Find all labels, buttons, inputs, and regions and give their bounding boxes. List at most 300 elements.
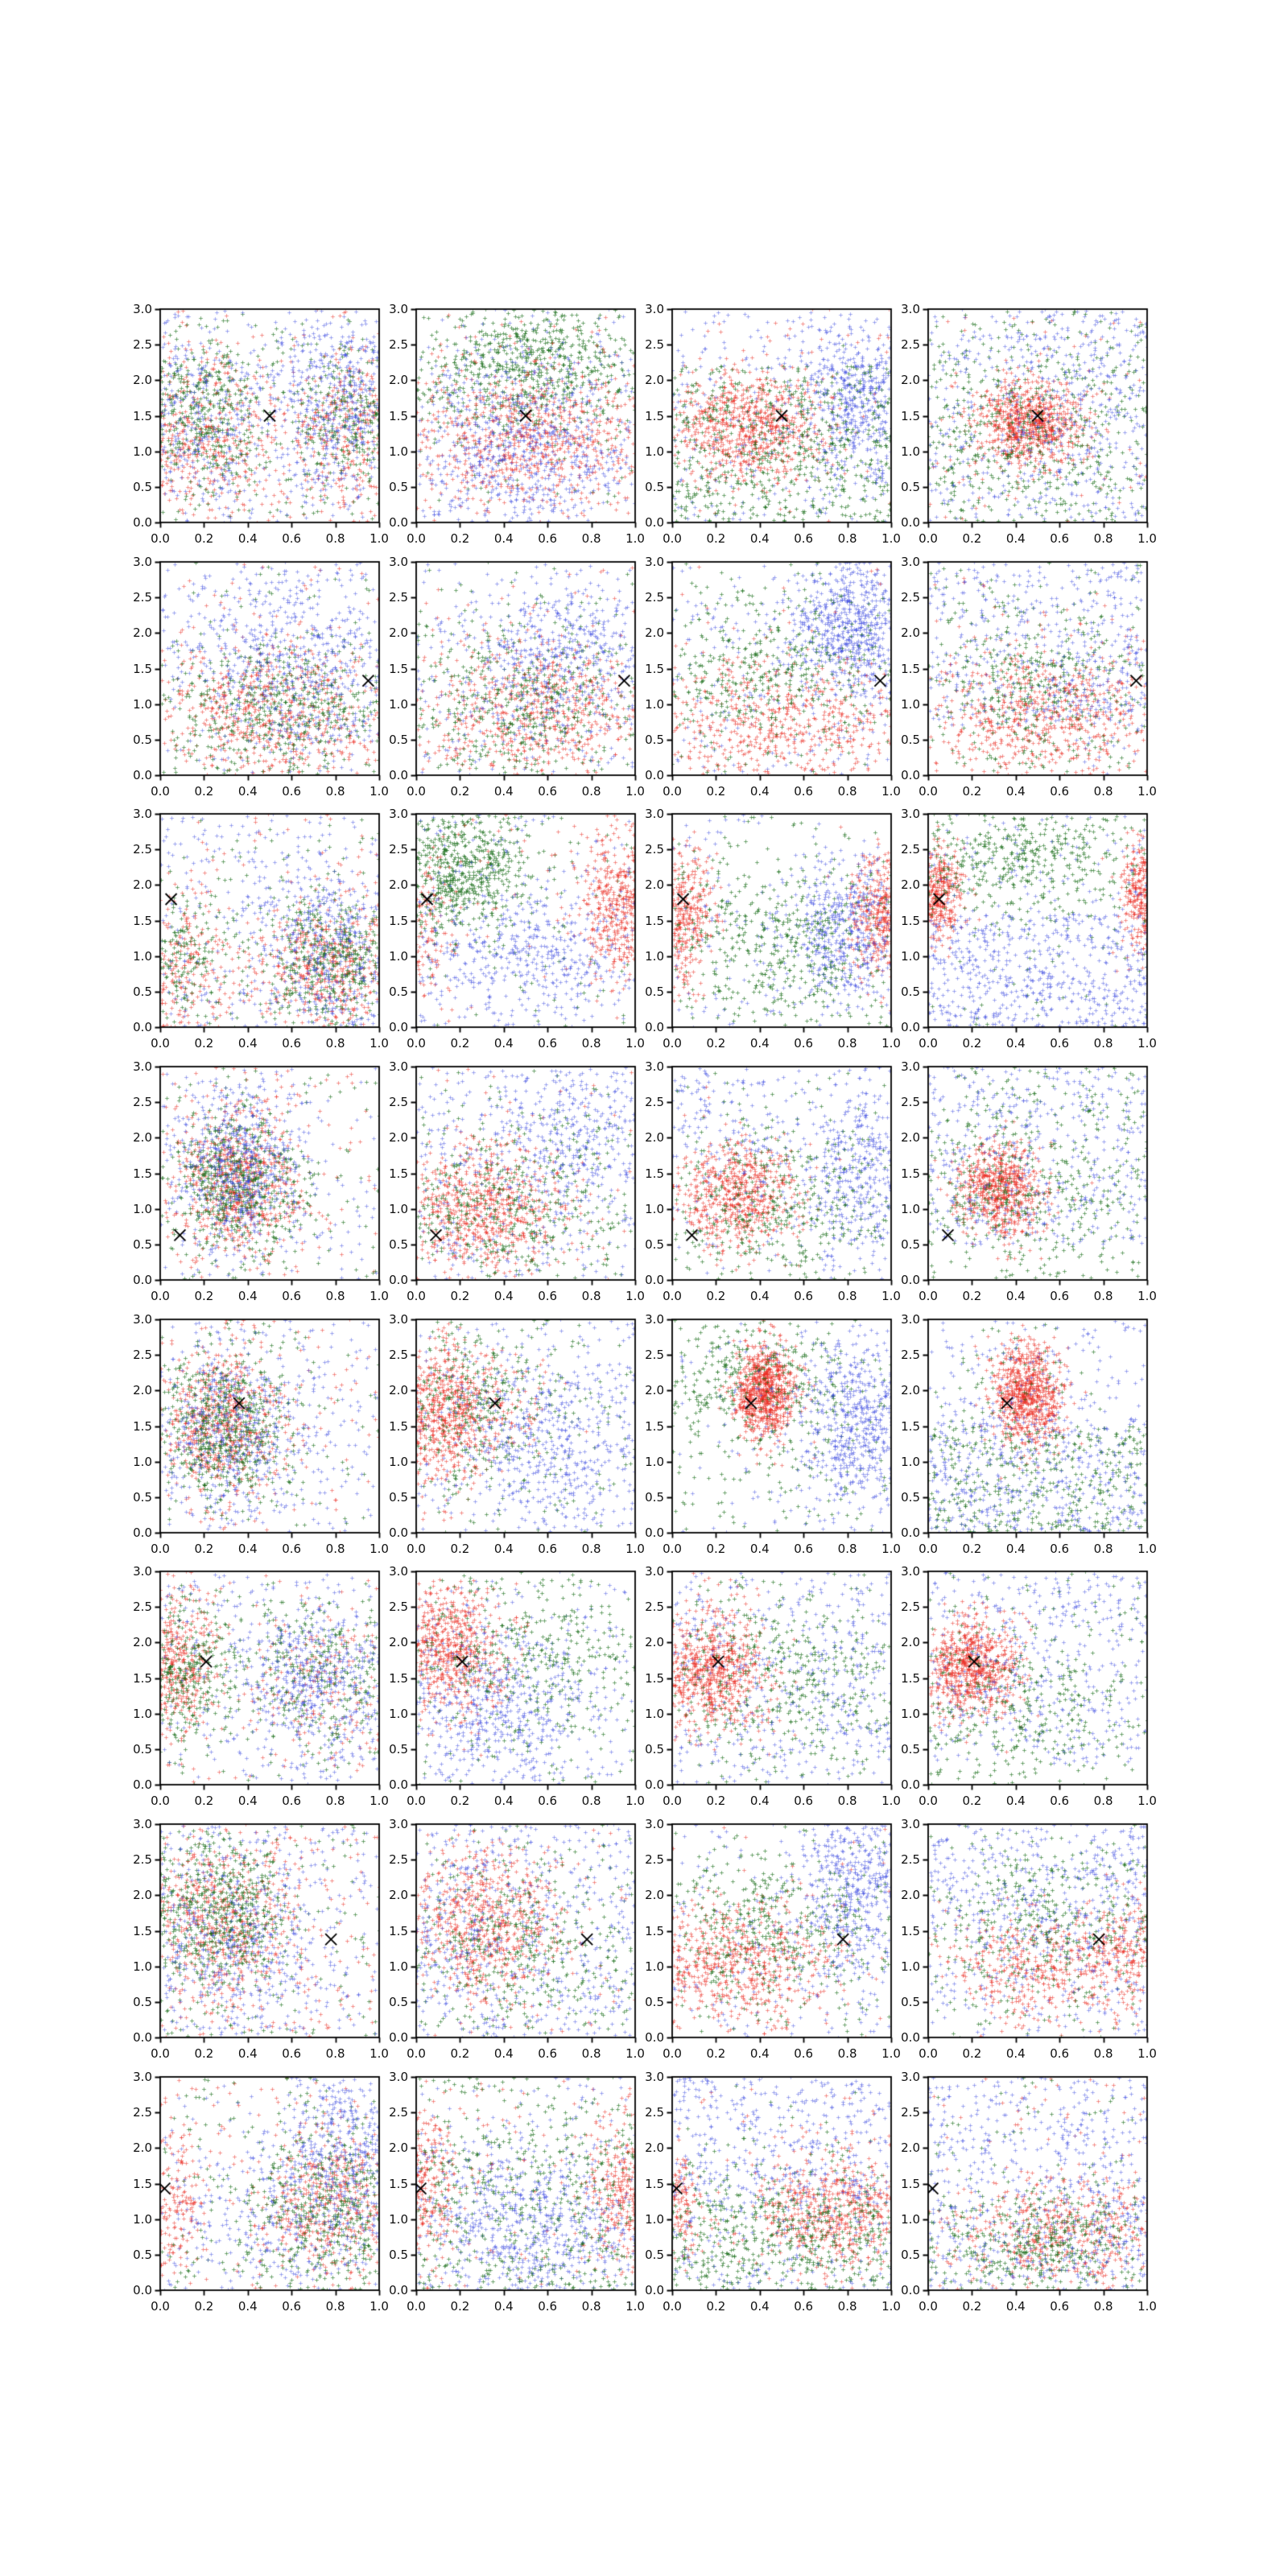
x-tick-label: 0.0 [407,784,426,799]
y-tick-label: 3.0 [389,1564,408,1579]
y-tick-label: 3.0 [645,807,664,821]
y-tick-label: 2.0 [901,1130,920,1146]
y-tick-label: 2.0 [389,1130,408,1146]
x-tick-label: 0.6 [538,2299,558,2314]
y-tick-label: 0.0 [645,2030,664,2045]
y-tick-label: 1.5 [133,1670,152,1686]
x-tick-label: 0.2 [706,1036,726,1051]
scatter-canvas-r4c4 [920,1064,1150,1289]
y-tick-label: 1.5 [901,2176,920,2191]
scatter-canvas-r6c3 [664,1569,894,1794]
subplot-r5c4 [920,1317,1150,1542]
x-tick-label: 0.0 [919,531,938,546]
x-tick-label: 0.6 [538,531,558,546]
y-tick-label: 0.0 [645,1525,664,1540]
x-tick-label: 1.0 [1137,531,1157,546]
x-tick-label: 0.4 [749,1036,770,1051]
y-tick-label: 2.0 [645,2140,664,2156]
y-tick-label: 2.0 [133,373,152,388]
x-tick-label: 1.0 [369,531,389,546]
x-tick-label: 0.8 [325,1289,345,1303]
x-tick-label: 0.4 [237,1794,258,1808]
subplot-r8c4 [920,2074,1150,2299]
x-tick-label: 1.0 [1137,1289,1157,1303]
x-tick-label: 0.4 [493,1794,514,1808]
x-tick-label: 0.6 [794,1542,814,1556]
y-tick-label: 0.5 [901,732,920,747]
y-tick-label: 0.5 [389,1236,408,1252]
x-tick-label: 1.0 [369,1794,389,1808]
y-tick-label: 0.0 [133,1525,152,1540]
subplot-r3c4 [920,811,1150,1036]
subplot-r6c4 [920,1569,1150,1794]
scatter-canvas-r8c3 [664,2074,894,2299]
y-tick-label: 0.5 [645,479,664,494]
y-tick-label: 1.5 [645,661,664,676]
y-tick-label: 0.5 [645,2247,664,2262]
y-tick-label: 0.0 [901,2283,920,2297]
subplot-r8c2 [408,2074,638,2299]
x-tick-label: 0.6 [282,1289,302,1303]
x-tick-label: 0.2 [194,784,214,799]
subplot-r2c2 [408,559,638,784]
y-tick-label: 2.5 [133,842,152,857]
x-tick-label: 1.0 [625,1036,645,1051]
y-tick-label: 1.0 [645,948,664,964]
x-tick-label: 0.2 [194,1794,214,1808]
y-tick-label: 2.5 [389,1348,408,1363]
scatter-canvas-r1c3 [664,307,894,531]
scatter-canvas-r3c4 [920,811,1150,1036]
subplot-r7c1 [152,1822,382,2046]
y-tick-label: 2.5 [389,1095,408,1110]
x-tick-label: 0.6 [794,2299,814,2314]
y-tick-label: 0.5 [133,732,152,747]
scatter-canvas-r4c3 [664,1064,894,1289]
x-tick-label: 1.0 [1137,1036,1157,1051]
x-tick-label: 0.4 [493,784,514,799]
y-tick-label: 2.0 [389,1635,408,1650]
x-tick-label: 1.0 [881,531,901,546]
x-tick-label: 1.0 [625,784,645,799]
y-tick-label: 0.5 [645,984,664,999]
x-tick-label: 0.0 [151,531,170,546]
y-tick-label: 0.5 [389,732,408,747]
y-tick-label: 2.5 [645,1348,664,1363]
y-tick-label: 2.5 [389,2105,408,2120]
y-tick-label: 0.0 [901,768,920,782]
y-tick-label: 3.0 [389,302,408,316]
y-tick-label: 1.5 [133,2176,152,2191]
x-tick-label: 0.4 [493,2046,514,2061]
y-tick-label: 3.0 [901,2070,920,2084]
y-tick-label: 1.0 [389,444,408,459]
x-tick-label: 0.0 [151,1036,170,1051]
x-tick-label: 0.0 [663,2299,682,2314]
y-tick-label: 2.0 [901,1383,920,1398]
x-tick-label: 1.0 [881,784,901,799]
x-tick-label: 0.4 [237,1036,258,1051]
y-tick-label: 0.5 [901,1489,920,1505]
y-tick-label: 3.0 [133,555,152,569]
x-tick-label: 0.8 [325,784,345,799]
subplot-r4c2 [408,1064,638,1289]
x-tick-label: 0.8 [581,1542,601,1556]
x-tick-label: 0.4 [1005,784,1026,799]
subplot-r8c3 [664,2074,894,2299]
y-tick-label: 2.5 [901,590,920,605]
x-tick-label: 0.4 [237,784,258,799]
x-tick-label: 0.8 [837,1036,857,1051]
x-tick-label: 0.4 [749,1794,770,1808]
x-tick-label: 1.0 [369,2299,389,2314]
x-tick-label: 1.0 [625,2046,645,2061]
subplot-r4c4 [920,1064,1150,1289]
y-tick-label: 2.0 [645,1383,664,1398]
y-tick-label: 1.0 [133,1959,152,1974]
subplot-r4c1 [152,1064,382,1289]
y-tick-label: 2.5 [133,337,152,353]
y-tick-label: 3.0 [389,807,408,821]
y-tick-label: 2.0 [901,2140,920,2156]
subplot-r2c4 [920,559,1150,784]
x-tick-label: 0.2 [194,1036,214,1051]
y-tick-label: 1.0 [133,1706,152,1721]
y-tick-label: 2.0 [645,877,664,893]
y-tick-label: 3.0 [133,807,152,821]
y-tick-label: 1.0 [645,1959,664,1974]
y-tick-label: 2.5 [645,1600,664,1615]
x-tick-label: 0.2 [706,2299,726,2314]
scatter-canvas-r7c4 [920,1822,1150,2046]
y-tick-label: 2.0 [133,877,152,893]
x-tick-label: 0.8 [1093,531,1113,546]
y-tick-label: 3.0 [389,2070,408,2084]
scatter-canvas-r2c4 [920,559,1150,784]
y-tick-label: 2.5 [389,337,408,353]
y-tick-label: 2.5 [901,1600,920,1615]
x-tick-label: 0.0 [663,1036,682,1051]
x-tick-label: 0.6 [1050,2046,1070,2061]
y-tick-label: 3.0 [645,1817,664,1831]
x-tick-label: 0.4 [1005,1542,1026,1556]
y-tick-label: 1.0 [133,444,152,459]
x-tick-label: 0.8 [1093,2299,1113,2314]
x-tick-label: 0.0 [407,1542,426,1556]
subplot-r7c4 [920,1822,1150,2046]
x-tick-label: 0.2 [962,2046,982,2061]
y-tick-label: 2.5 [645,337,664,353]
x-tick-label: 0.8 [1093,1542,1113,1556]
x-tick-label: 0.4 [493,531,514,546]
y-tick-label: 1.5 [389,1923,408,1938]
x-tick-label: 0.0 [151,1542,170,1556]
y-tick-label: 2.5 [645,2105,664,2120]
y-tick-label: 0.5 [133,984,152,999]
y-tick-label: 2.5 [389,842,408,857]
y-tick-label: 2.5 [133,590,152,605]
subplot-r1c3 [664,307,894,531]
x-tick-label: 0.2 [450,1794,470,1808]
x-tick-label: 1.0 [1137,784,1157,799]
y-tick-label: 1.5 [133,408,152,423]
y-tick-label: 2.5 [133,2105,152,2120]
x-tick-label: 0.8 [325,2299,345,2314]
y-tick-label: 0.5 [901,1994,920,2009]
y-tick-label: 1.5 [389,913,408,928]
y-tick-label: 1.0 [389,1959,408,1974]
y-tick-label: 2.0 [389,1888,408,1903]
x-tick-label: 0.6 [794,1289,814,1303]
y-tick-label: 2.0 [133,2140,152,2156]
x-tick-label: 1.0 [369,1036,389,1051]
y-tick-label: 2.0 [645,625,664,641]
x-tick-label: 0.2 [962,1036,982,1051]
y-tick-label: 0.0 [389,768,408,782]
scatter-canvas-r8c2 [408,2074,638,2299]
y-tick-label: 0.0 [389,1273,408,1287]
scatter-canvas-r7c1 [152,1822,382,2046]
x-tick-label: 0.0 [151,2299,170,2314]
x-tick-label: 0.8 [837,2299,857,2314]
x-tick-label: 0.0 [151,2046,170,2061]
x-tick-label: 0.8 [837,1542,857,1556]
x-tick-label: 0.2 [962,531,982,546]
y-tick-label: 2.0 [901,1888,920,1903]
x-tick-label: 1.0 [625,1794,645,1808]
y-tick-label: 0.5 [389,479,408,494]
scatter-canvas-r2c1 [152,559,382,784]
y-tick-label: 1.5 [645,913,664,928]
y-tick-label: 2.5 [133,1852,152,1868]
scatter-canvas-r8c4 [920,2074,1150,2299]
x-tick-label: 0.0 [151,784,170,799]
y-tick-label: 3.0 [389,555,408,569]
y-tick-label: 1.5 [389,1418,408,1434]
y-tick-label: 0.0 [389,1777,408,1792]
subplot-r7c3 [664,1822,894,2046]
x-tick-label: 0.0 [663,1794,682,1808]
y-tick-label: 3.0 [901,1817,920,1831]
x-tick-label: 0.0 [407,531,426,546]
scatter-canvas-r5c4 [920,1317,1150,1542]
y-tick-label: 0.5 [133,1741,152,1757]
x-tick-label: 0.6 [1050,1542,1070,1556]
scatter-canvas-r5c2 [408,1317,638,1542]
x-tick-label: 0.2 [450,2299,470,2314]
y-tick-label: 3.0 [133,2070,152,2084]
x-tick-label: 0.0 [919,784,938,799]
y-tick-label: 0.0 [133,2283,152,2297]
scatter-canvas-r7c3 [664,1822,894,2046]
y-tick-label: 2.5 [133,1348,152,1363]
y-tick-label: 1.5 [901,408,920,423]
y-tick-label: 0.0 [901,1020,920,1034]
y-tick-label: 2.0 [645,373,664,388]
subplot-r5c2 [408,1317,638,1542]
scatter-canvas-r3c1 [152,811,382,1036]
x-tick-label: 0.6 [538,1542,558,1556]
y-tick-label: 1.0 [389,948,408,964]
x-tick-label: 0.2 [706,784,726,799]
x-tick-label: 0.0 [407,2299,426,2314]
y-tick-label: 0.0 [901,515,920,530]
y-tick-label: 1.0 [645,1201,664,1216]
y-tick-label: 2.0 [645,1130,664,1146]
y-tick-label: 1.0 [645,696,664,712]
x-tick-label: 0.8 [1093,784,1113,799]
x-tick-label: 0.0 [663,1542,682,1556]
y-tick-label: 0.5 [133,1489,152,1505]
x-tick-label: 0.6 [1050,1289,1070,1303]
y-tick-label: 0.0 [389,2283,408,2297]
x-tick-label: 0.0 [407,1289,426,1303]
scatter-canvas-r5c3 [664,1317,894,1542]
y-tick-label: 1.0 [133,2211,152,2227]
x-tick-label: 0.4 [1005,1036,1026,1051]
subplot-r3c3 [664,811,894,1036]
y-tick-label: 1.0 [645,1454,664,1469]
x-tick-label: 0.6 [282,2299,302,2314]
y-tick-label: 0.5 [901,1236,920,1252]
y-tick-label: 1.5 [901,1166,920,1181]
y-tick-label: 2.0 [389,877,408,893]
y-tick-label: 3.0 [133,1059,152,1074]
y-tick-label: 1.5 [133,1923,152,1938]
y-tick-label: 1.0 [901,1959,920,1974]
x-tick-label: 0.4 [493,1289,514,1303]
x-tick-label: 0.8 [325,1036,345,1051]
y-tick-label: 1.5 [901,1418,920,1434]
y-tick-label: 3.0 [389,1817,408,1831]
x-tick-label: 0.8 [325,1542,345,1556]
y-tick-label: 3.0 [389,1312,408,1327]
scatter-canvas-r4c2 [408,1064,638,1289]
y-tick-label: 3.0 [133,302,152,316]
x-tick-label: 0.8 [581,2046,601,2061]
y-tick-label: 3.0 [133,1564,152,1579]
x-tick-label: 1.0 [625,1289,645,1303]
scatter-canvas-r4c1 [152,1064,382,1289]
y-tick-label: 1.0 [901,1454,920,1469]
x-tick-label: 0.2 [706,1542,726,1556]
y-tick-label: 2.5 [901,1348,920,1363]
x-tick-label: 0.6 [538,784,558,799]
x-tick-label: 0.2 [450,784,470,799]
y-tick-label: 1.5 [645,1418,664,1434]
y-tick-label: 3.0 [133,1817,152,1831]
x-tick-label: 0.2 [450,531,470,546]
x-tick-label: 1.0 [881,2299,901,2314]
y-tick-label: 0.0 [645,768,664,782]
y-tick-label: 0.5 [645,1489,664,1505]
x-tick-label: 0.2 [194,531,214,546]
y-tick-label: 0.5 [389,1994,408,2009]
y-tick-label: 2.0 [901,625,920,641]
x-tick-label: 0.0 [663,2046,682,2061]
y-tick-label: 1.5 [133,1418,152,1434]
x-tick-label: 0.4 [749,2046,770,2061]
y-tick-label: 1.5 [645,1670,664,1686]
x-tick-label: 0.2 [450,2046,470,2061]
y-tick-label: 3.0 [645,1059,664,1074]
y-tick-label: 3.0 [645,2070,664,2084]
y-tick-label: 1.5 [389,2176,408,2191]
x-tick-label: 0.6 [538,2046,558,2061]
subplot-r7c2 [408,1822,638,2046]
x-tick-label: 0.0 [919,1794,938,1808]
x-tick-label: 0.2 [962,784,982,799]
scatter-canvas-r3c3 [664,811,894,1036]
subplot-r2c3 [664,559,894,784]
x-tick-label: 0.6 [1050,2299,1070,2314]
subplot-r4c3 [664,1064,894,1289]
x-tick-label: 0.6 [282,1794,302,1808]
x-tick-label: 0.0 [919,1542,938,1556]
y-tick-label: 2.0 [645,1635,664,1650]
y-tick-label: 2.0 [901,373,920,388]
y-tick-label: 0.0 [645,1273,664,1287]
y-tick-label: 3.0 [645,555,664,569]
y-tick-label: 0.5 [389,984,408,999]
y-tick-label: 1.5 [133,661,152,676]
x-tick-label: 0.4 [237,2046,258,2061]
x-tick-label: 0.4 [1005,531,1026,546]
x-tick-label: 0.8 [325,2046,345,2061]
x-tick-label: 0.4 [493,2299,514,2314]
y-tick-label: 1.5 [133,913,152,928]
y-tick-label: 3.0 [645,1312,664,1327]
y-tick-label: 1.0 [901,948,920,964]
x-tick-label: 0.2 [706,2046,726,2061]
y-tick-label: 2.0 [133,1383,152,1398]
x-tick-label: 0.4 [1005,1289,1026,1303]
y-tick-label: 0.0 [133,1020,152,1034]
y-tick-label: 3.0 [901,807,920,821]
y-tick-label: 1.0 [389,1454,408,1469]
x-tick-label: 0.8 [837,2046,857,2061]
x-tick-label: 0.2 [962,1794,982,1808]
y-tick-label: 0.0 [645,1020,664,1034]
x-tick-label: 1.0 [881,2046,901,2061]
y-tick-label: 0.5 [133,479,152,494]
x-tick-label: 0.2 [962,1289,982,1303]
y-tick-label: 1.0 [645,444,664,459]
y-tick-label: 2.5 [901,337,920,353]
x-tick-label: 0.2 [706,1794,726,1808]
x-tick-label: 0.0 [919,1036,938,1051]
x-tick-label: 0.2 [450,1036,470,1051]
y-tick-label: 0.0 [901,1525,920,1540]
x-tick-label: 0.4 [1005,1794,1026,1808]
x-tick-label: 0.6 [282,1542,302,1556]
x-tick-label: 1.0 [625,2299,645,2314]
y-tick-label: 2.5 [645,842,664,857]
x-tick-label: 0.6 [282,784,302,799]
y-tick-label: 1.5 [901,1670,920,1686]
y-tick-label: 1.0 [389,696,408,712]
y-tick-label: 0.0 [389,1525,408,1540]
y-tick-label: 1.0 [901,1706,920,1721]
x-tick-label: 0.6 [794,2046,814,2061]
y-tick-label: 1.0 [645,2211,664,2227]
subplot-r5c3 [664,1317,894,1542]
y-tick-label: 1.0 [901,2211,920,2227]
x-tick-label: 0.6 [794,1036,814,1051]
y-tick-label: 2.0 [389,1383,408,1398]
y-tick-label: 1.5 [645,408,664,423]
x-tick-label: 0.4 [237,1542,258,1556]
